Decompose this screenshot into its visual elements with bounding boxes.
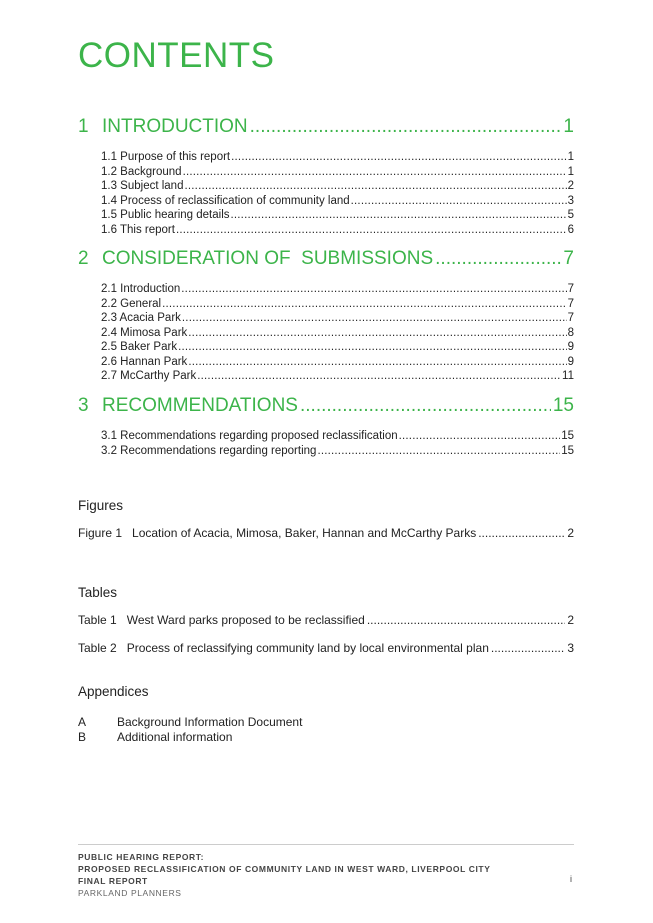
toc-item-label: 1.5 Public hearing details (101, 209, 230, 221)
section-title: CONSIDERATION OF SUBMISSIONS (102, 248, 434, 269)
toc-item[interactable] (101, 311, 574, 326)
dot-leader (250, 116, 562, 138)
toc-item-label: 1.2 Background (101, 165, 182, 178)
dot-leader (183, 165, 567, 180)
appendix-entry[interactable] (78, 730, 232, 744)
table-page: 3 (567, 641, 574, 655)
dot-leader (231, 208, 567, 223)
toc-item-label: 3.2 Recommendations regarding reporting (101, 444, 317, 457)
appendix-letter: A (78, 715, 87, 729)
footer-line-1: PUBLIC HEARING REPORT: (78, 852, 205, 862)
toc-section-3[interactable] (78, 395, 574, 417)
toc-item-page: 7 (567, 283, 574, 295)
section-number: 1 (78, 116, 89, 137)
table-entry[interactable] (78, 641, 574, 655)
toc-item-label: 2.3 Acacia Park (101, 312, 181, 324)
toc-item[interactable] (101, 223, 574, 238)
toc-item[interactable] (101, 165, 574, 180)
section-page: 15 (552, 395, 574, 416)
toc-item-label: 2.6 Hannan Park (101, 355, 188, 368)
dot-leader (184, 179, 566, 194)
tables-heading: Tables (78, 585, 118, 600)
table-label: Process of reclassifying community land by local environmental plan (126, 641, 489, 655)
dot-leader (300, 395, 551, 417)
section-number: 3 (78, 395, 89, 416)
toc-subsection-list-3 (101, 429, 574, 458)
page-footer (78, 851, 574, 899)
toc-item-page: 9 (567, 355, 574, 368)
appendix-letter: B (78, 730, 87, 744)
toc-item-label: 1.1 Purpose of this report (101, 151, 231, 163)
toc-item-label: 2.1 Introduction (101, 283, 181, 295)
section-number: 2 (78, 248, 89, 269)
toc-item-page: 15 (561, 444, 574, 457)
toc-item[interactable] (101, 150, 574, 165)
appendix-entry[interactable] (78, 715, 302, 729)
toc-item-label: 2.5 Baker Park (101, 341, 178, 353)
toc-item-label: 1.4 Process of reclassification of community land (101, 194, 350, 207)
table-code: Table 1 (78, 613, 117, 627)
footer-line-3: FINAL REPORT (78, 876, 148, 886)
dot-leader (197, 369, 561, 384)
toc-subsection-list-2 (101, 282, 574, 384)
figure-entry[interactable] (78, 526, 574, 540)
dot-leader (188, 326, 566, 341)
dot-leader (181, 282, 566, 297)
toc-item-page: 3 (567, 194, 574, 207)
toc-item[interactable] (101, 326, 574, 341)
toc-item[interactable] (101, 444, 574, 459)
dot-leader (491, 641, 565, 655)
appendix-label: Background Information Document (117, 715, 303, 729)
page-number: i (570, 874, 572, 884)
toc-item[interactable] (101, 208, 574, 223)
dot-leader (231, 150, 566, 165)
toc-item[interactable] (101, 282, 574, 297)
appendices-heading: Appendices (78, 684, 149, 699)
dot-leader (399, 429, 561, 444)
toc-item[interactable] (101, 355, 574, 370)
toc-subsection-list-1 (101, 150, 574, 237)
dot-leader (182, 311, 567, 326)
dot-leader (176, 223, 567, 238)
dot-leader (435, 248, 561, 270)
table-label: West Ward parks proposed to be reclassified (126, 613, 365, 627)
dot-leader (317, 444, 560, 459)
page-title: CONTENTS (78, 36, 275, 75)
section-page: 1 (563, 116, 574, 137)
toc-item-page: 11 (562, 370, 574, 382)
toc-item[interactable] (101, 297, 574, 312)
toc-section-2[interactable] (78, 248, 574, 270)
toc-item-page: 8 (567, 326, 574, 339)
toc-item-page: 15 (561, 430, 574, 442)
toc-item-label: 3.1 Recommendations regarding proposed reclassification (101, 430, 398, 442)
dot-leader (367, 613, 566, 627)
toc-section-1[interactable] (78, 116, 574, 138)
dot-leader (478, 526, 565, 540)
toc-item-page: 1 (567, 151, 574, 163)
toc-item-page: 2 (567, 180, 574, 192)
toc-item-label: 1.6 This report (101, 223, 175, 236)
dot-leader (351, 194, 567, 209)
toc-item[interactable] (101, 179, 574, 194)
section-title: INTRODUCTION (102, 116, 248, 137)
figure-page: 2 (567, 526, 574, 540)
toc-item-label: 2.2 General (101, 297, 162, 310)
dot-leader (188, 355, 566, 370)
table-entry[interactable] (78, 613, 574, 627)
table-page: 2 (567, 613, 574, 627)
dot-leader (178, 340, 567, 355)
footer-divider (78, 844, 574, 845)
section-title: RECOMMENDATIONS (102, 395, 298, 416)
toc-item-page: 6 (567, 223, 574, 236)
toc-item-page: 7 (567, 297, 574, 310)
toc-item-page: 9 (567, 341, 574, 353)
section-page: 7 (563, 248, 574, 269)
appendix-label: Additional information (117, 730, 233, 744)
toc-item[interactable] (101, 429, 574, 444)
toc-item[interactable] (101, 369, 574, 384)
toc-item-page: 1 (567, 165, 574, 178)
figure-code: Figure 1 (78, 526, 123, 540)
table-code: Table 2 (78, 641, 117, 655)
toc-item-label: 2.4 Mimosa Park (101, 326, 188, 339)
toc-item[interactable] (101, 340, 574, 355)
toc-item[interactable] (101, 194, 574, 209)
toc-item-page: 5 (567, 209, 574, 221)
figure-label: Location of Acacia, Mimosa, Baker, Hannan and McCarthy Parks (132, 526, 477, 540)
figures-heading: Figures (78, 498, 124, 513)
footer-line-4: PARKLAND PLANNERS (78, 888, 182, 898)
dot-leader (162, 297, 566, 312)
toc-item-label: 1.3 Subject land (101, 180, 184, 192)
footer-line-2: PROPOSED RECLASSIFICATION OF COMMUNITY LAND IN WEST WARD, LIVERPOOL CITY (78, 864, 491, 874)
toc-item-page: 7 (567, 312, 574, 324)
toc-item-label: 2.7 McCarthy Park (101, 370, 197, 382)
